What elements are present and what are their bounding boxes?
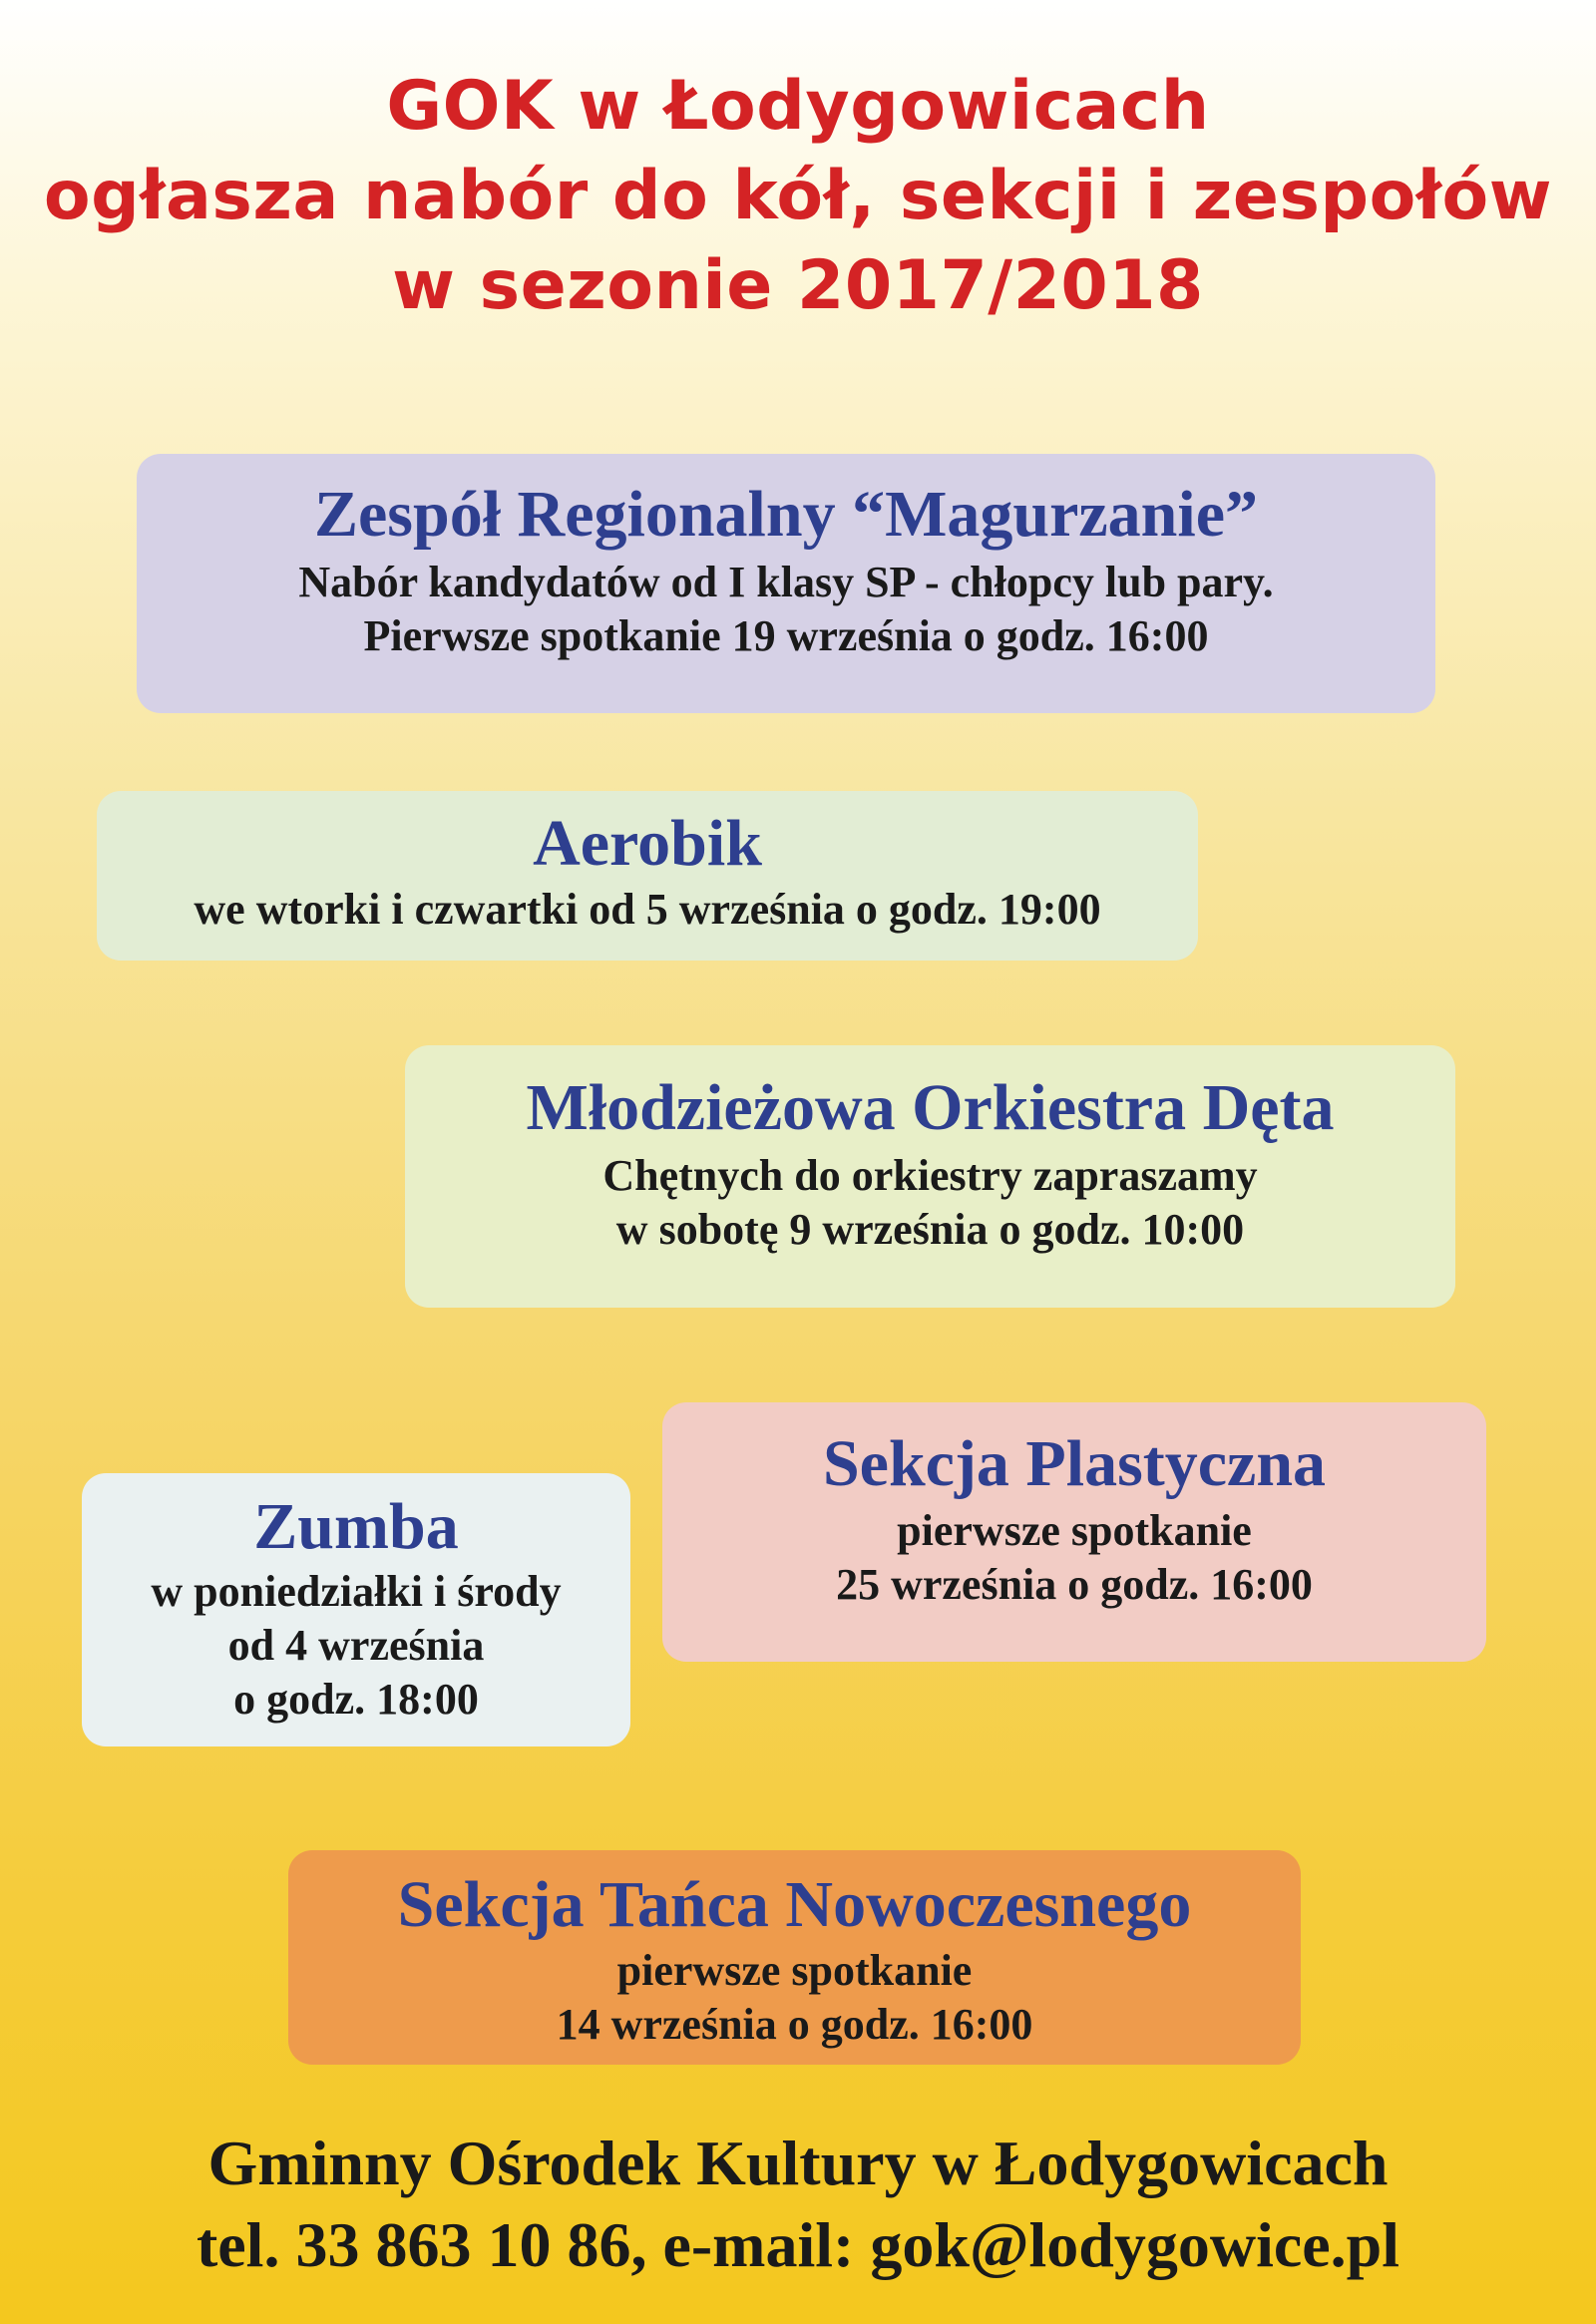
section-line: o godz. 18:00 xyxy=(233,1675,479,1724)
section-line: 25 września o godz. 16:00 xyxy=(836,1560,1313,1609)
poster-header xyxy=(0,62,1596,331)
contact-info: tel. 33 863 10 86, e-mail: gok@lodygowice.pl xyxy=(196,2209,1400,2280)
organization-name: Gminny Ośrodek Kultury w Łodygowicach xyxy=(207,2128,1389,2198)
section-line: pierwsze spotkanie xyxy=(616,1946,973,1995)
section-zespol-regionalny xyxy=(137,454,1435,713)
section-line: Chętnych do orkiestry zapraszamy xyxy=(602,1151,1258,1200)
section-line: Pierwsze spotkanie 19 września o godz. 16:00 xyxy=(363,611,1209,660)
section-title: Sekcja Plastyczna xyxy=(822,1427,1327,1500)
section-title: Młodzieżowa Orkiestra Dęta xyxy=(526,1071,1335,1144)
section-line: w poniedziałki i środy xyxy=(151,1567,562,1616)
section-title: Aerobik xyxy=(533,807,762,880)
section-title: Zumba xyxy=(253,1490,459,1563)
section-line: we wtorki i czwartki od 5 września o godz. 19:00 xyxy=(194,885,1101,934)
section-line: Nabór kandydatów od I klasy SP - chłopcy lub pary. xyxy=(298,558,1274,606)
section-line: w sobotę 9 września o godz. 10:00 xyxy=(615,1205,1245,1254)
header-line-2: ogłasza nabór do kół, sekcji i zespołów xyxy=(43,157,1553,235)
section-line: od 4 września xyxy=(227,1621,485,1670)
section-sekcja-plastyczna xyxy=(662,1402,1486,1662)
section-aerobik xyxy=(97,791,1198,961)
poster-footer xyxy=(0,2123,1596,2286)
section-sekcja-tanca xyxy=(288,1850,1301,2065)
section-zumba xyxy=(82,1473,630,1746)
section-orkiestra-deta xyxy=(405,1045,1455,1308)
section-title: Sekcja Tańca Nowoczesnego xyxy=(397,1868,1192,1941)
section-line: 14 września o godz. 16:00 xyxy=(556,2000,1033,2049)
header-line-1: GOK w Łodygowicach xyxy=(386,67,1210,146)
section-line: pierwsze spotkanie xyxy=(897,1506,1252,1555)
header-line-3: w sezonie 2017/2018 xyxy=(392,246,1204,325)
section-title: Zespół Regionalny “Magurzanie” xyxy=(313,478,1258,551)
